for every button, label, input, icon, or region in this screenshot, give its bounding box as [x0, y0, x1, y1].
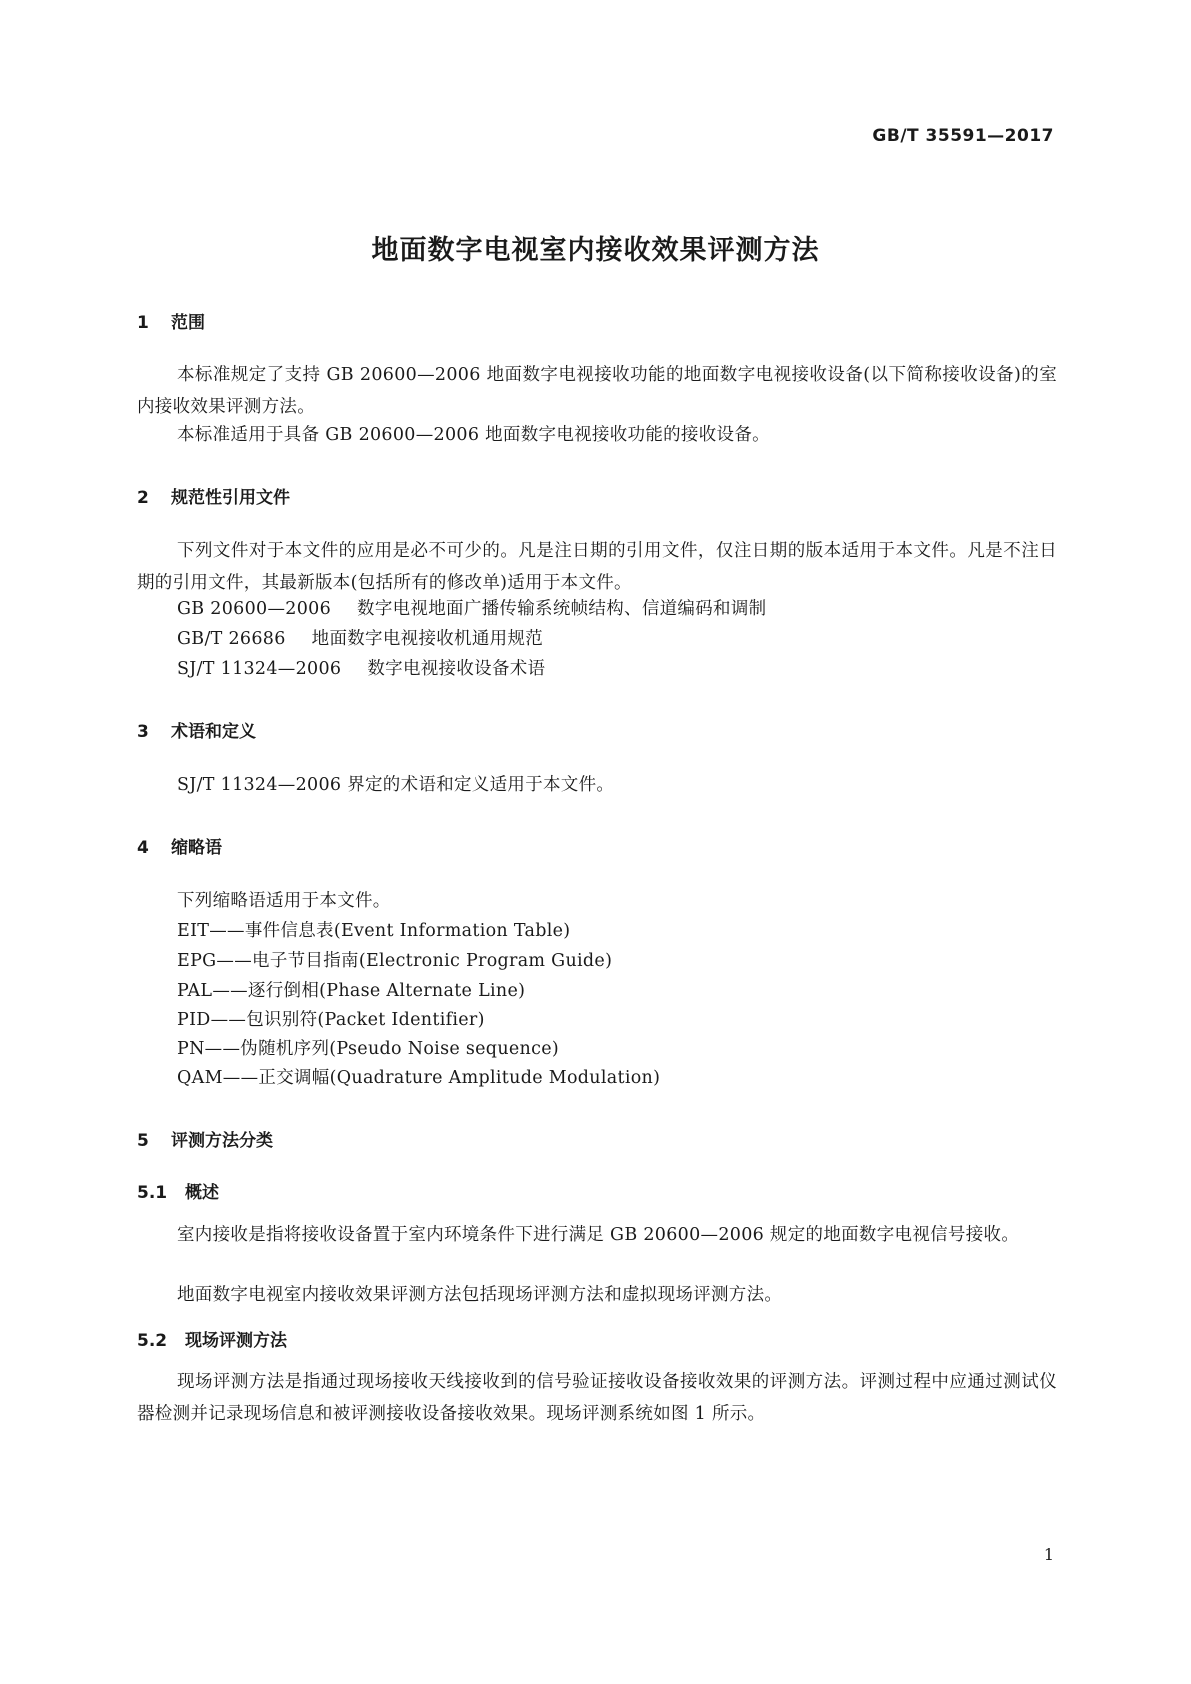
- section-5-1-paragraph-2: 地面数字电视室内接收效果评测方法包括现场评测方法和虚拟现场评测方法。: [177, 1285, 783, 1305]
- section-number: 2: [137, 488, 149, 508]
- abbreviation-item: EIT——事件信息表(Event Information Table): [177, 921, 571, 941]
- section-1-paragraph-2: 本标准适用于具备 GB 20600—2006 地面数字电视接收功能的接收设备。: [177, 425, 770, 445]
- section-number: 5.2: [137, 1331, 168, 1351]
- section-1-paragraph-1: 本标准规定了支持 GB 20600—2006 地面数字电视接收功能的地面数字电视接收设备(以下简称接收设备)的室内接收效果评测方法。: [137, 365, 1057, 417]
- section-number: 5: [137, 1131, 149, 1151]
- section-title: 缩略语: [171, 838, 222, 858]
- reference-code: GB 20600—2006: [177, 599, 332, 619]
- section-5-heading: [137, 1126, 273, 1151]
- reference-code: GB/T 26686: [177, 629, 286, 649]
- section-3-paragraph-1: SJ/T 11324—2006 界定的术语和定义适用于本文件。: [177, 775, 615, 795]
- reference-title: 数字电视地面广播传输系统帧结构、信道编码和调制: [357, 599, 767, 619]
- section-5-2-heading: [137, 1326, 287, 1351]
- page-number: 1: [1043, 1545, 1054, 1564]
- section-2-heading: [137, 483, 290, 508]
- reference-code: SJ/T 11324—2006: [177, 659, 342, 679]
- standard-code: GB/T 35591—2017: [872, 126, 1054, 146]
- abbreviation-item: EPG——电子节目指南(Electronic Program Guide): [177, 951, 613, 971]
- section-title: 术语和定义: [171, 722, 256, 742]
- abbreviation-item: PAL——逐行倒相(Phase Alternate Line): [177, 981, 526, 1001]
- section-title: 范围: [171, 313, 205, 333]
- reference-item: [177, 594, 766, 626]
- section-title: 现场评测方法: [185, 1331, 287, 1351]
- section-5-1-paragraph-1: 室内接收是指将接收设备置于室内环境条件下进行满足 GB 20600—2006 规定的地面数字电视信号接收。: [177, 1225, 1020, 1245]
- reference-item: [177, 654, 545, 686]
- abbreviation-item: QAM——正交调幅(Quadrature Amplitude Modulation): [177, 1068, 661, 1088]
- section-4-heading: [137, 833, 222, 858]
- abbreviation-item: PID——包识别符(Packet Identifier): [177, 1010, 485, 1030]
- section-2-paragraph-1: 下列文件对于本文件的应用是必不可少的。凡是注日期的引用文件，仅注日期的版本适用于本文件。凡是不注日期的引用文件，其最新版本(包括所有的修改单)适用于本文件。: [137, 541, 1057, 593]
- document-title: 地面数字电视室内接收效果评测方法: [371, 235, 820, 266]
- section-1-heading: [137, 308, 205, 333]
- reference-item: [177, 624, 543, 656]
- reference-title: 数字电视接收设备术语: [367, 659, 546, 679]
- reference-title: 地面数字电视接收机通用规范: [311, 629, 544, 649]
- section-number: 4: [137, 838, 149, 858]
- section-3-heading: [137, 717, 256, 742]
- section-title: 概述: [185, 1183, 219, 1203]
- section-5-2-paragraph-1: 现场评测方法是指通过现场接收天线接收到的信号验证接收设备接收效果的评测方法。评测过程中应通过测试仪器检测并记录现场信息和被评测接收设备接收效果。现场评测系统如图 1 所示。: [137, 1372, 1057, 1424]
- section-title: 评测方法分类: [171, 1131, 273, 1151]
- section-5-1-heading: [137, 1178, 219, 1203]
- section-number: 1: [137, 313, 149, 333]
- section-number: 5.1: [137, 1183, 168, 1203]
- abbreviation-item: PN——伪随机序列(Pseudo Noise sequence): [177, 1039, 559, 1059]
- section-number: 3: [137, 722, 149, 742]
- section-title: 规范性引用文件: [171, 488, 290, 508]
- abbreviation-intro: 下列缩略语适用于本文件。: [177, 891, 391, 911]
